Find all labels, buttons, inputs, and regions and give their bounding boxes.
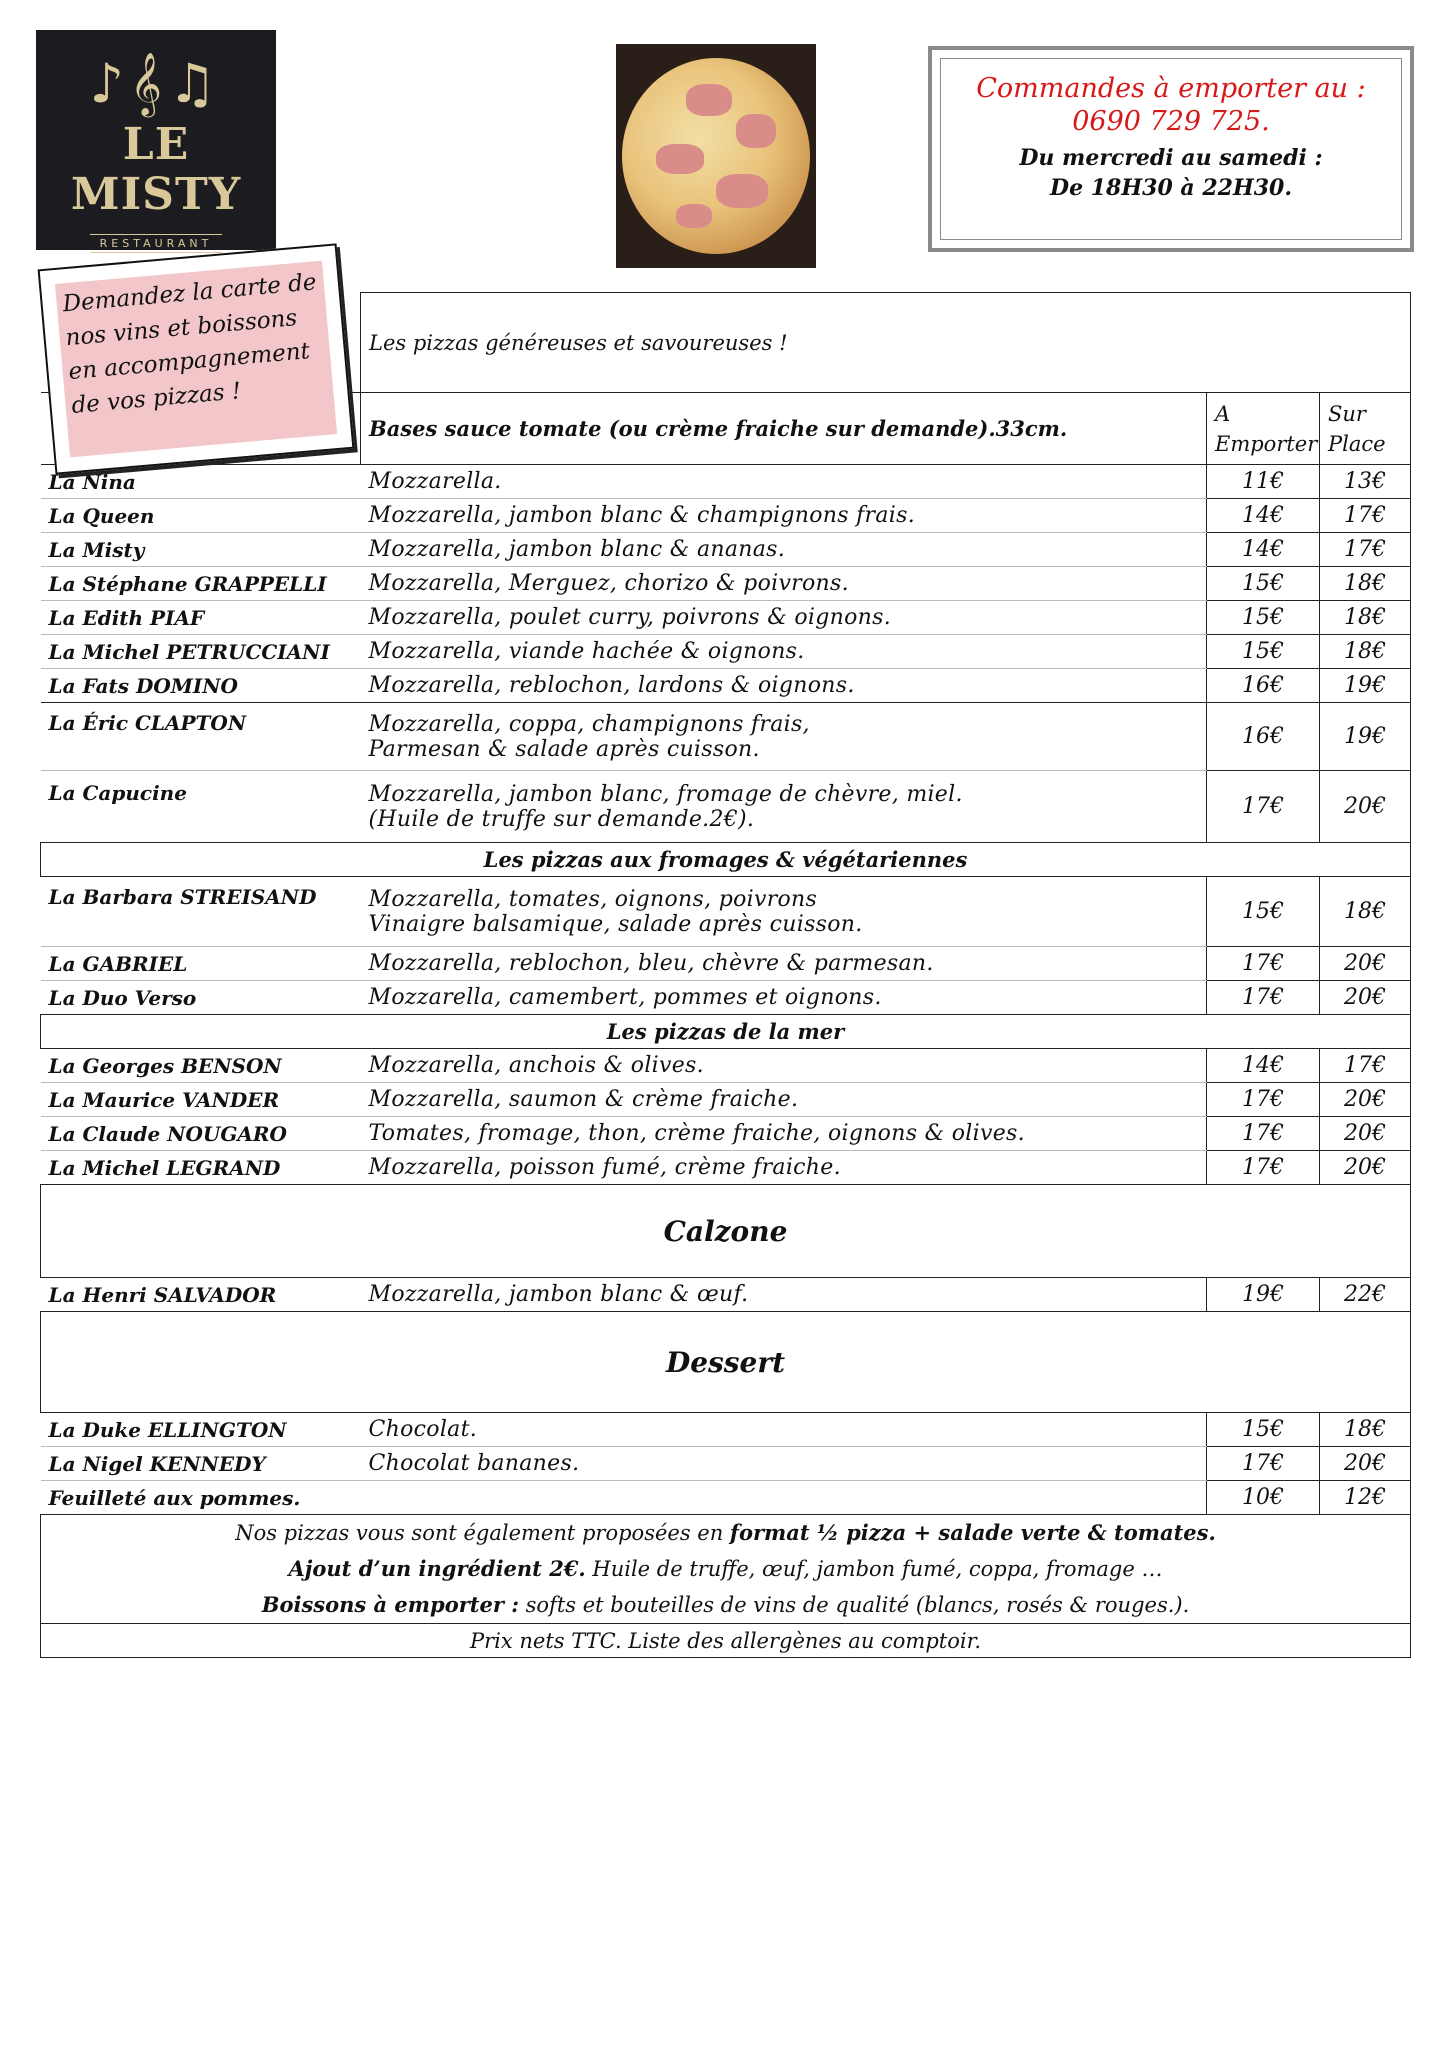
price-place: 18€ (1320, 601, 1411, 635)
price-emporter: 15€ (1207, 877, 1320, 947)
menu-item-desc: Mozzarella, anchois & olives. (361, 1049, 1207, 1083)
menu-item-desc: Mozzarella, jambon blanc & ananas. (361, 533, 1207, 567)
menu-item-name: La Duo Verso (41, 981, 361, 1015)
price-emporter: 17€ (1207, 981, 1320, 1015)
col-sur-place: Sur Place (1320, 393, 1411, 465)
price-emporter: 15€ (1207, 635, 1320, 669)
menu-item-desc: Mozzarella, jambon blanc & œuf. (361, 1278, 1207, 1312)
menu-item-desc: Mozzarella, saumon & crème fraiche. (361, 1083, 1207, 1117)
price-emporter: 11€ (1207, 465, 1320, 499)
price-place: 20€ (1320, 1117, 1411, 1151)
menu-row (41, 567, 1411, 601)
menu-row (41, 1447, 1411, 1481)
price-place: 17€ (1320, 533, 1411, 567)
pizza-menu-table (40, 292, 1411, 1658)
menu-item-desc: Tomates, fromage, thon, crème fraiche, oignons & olives. (361, 1117, 1207, 1151)
price-emporter: 17€ (1207, 1117, 1320, 1151)
menu-row (41, 1049, 1411, 1083)
menu-item-desc (361, 1481, 1207, 1515)
price-place: 22€ (1320, 1278, 1411, 1312)
restaurant-logo (36, 30, 276, 250)
menu-item-desc: Mozzarella. (361, 465, 1207, 499)
price-emporter: 15€ (1207, 567, 1320, 601)
price-place: 20€ (1320, 947, 1411, 981)
menu-item-name: La Michel LEGRAND (41, 1151, 361, 1185)
section-mer: Les pizzas de la mer (41, 1015, 1411, 1049)
price-place: 20€ (1320, 1083, 1411, 1117)
menu-row (41, 465, 1411, 499)
menu-row (41, 1278, 1411, 1312)
price-emporter: 17€ (1207, 1083, 1320, 1117)
menu-item-name: La Nigel KENNEDY (41, 1447, 361, 1481)
price-emporter: 15€ (1207, 601, 1320, 635)
price-place: 20€ (1320, 1447, 1411, 1481)
menu-row (41, 1481, 1411, 1515)
price-place: 19€ (1320, 669, 1411, 703)
price-emporter: 14€ (1207, 499, 1320, 533)
menu-row (41, 499, 1411, 533)
menu-row (41, 635, 1411, 669)
menu-item-desc: Mozzarella, jambon blanc & champignons frais. (361, 499, 1207, 533)
menu-item-desc: Mozzarella, Merguez, chorizo & poivrons. (361, 567, 1207, 601)
menu-item-name: La Stéphane GRAPPELLI (41, 567, 361, 601)
menu-item-name: La Claude NOUGARO (41, 1117, 361, 1151)
menu-item-desc: Mozzarella, camembert, pommes et oignons. (361, 981, 1207, 1015)
section-calzone: Calzone (41, 1185, 1411, 1278)
menu-item-name: La Georges BENSON (41, 1049, 361, 1083)
price-place: 20€ (1320, 981, 1411, 1015)
order-line-1: Commandes à emporter au : (976, 73, 1366, 104)
price-note: Prix nets TTC. Liste des allergènes au comptoir. (41, 1624, 1411, 1658)
wine-card-note (38, 243, 355, 474)
price-emporter: 19€ (1207, 1278, 1320, 1312)
menu-item-desc: Mozzarella, jambon blanc, fromage de chèvre, miel. (Huile de truffe sur demande.2€). (361, 771, 1207, 843)
price-place: 18€ (1320, 877, 1411, 947)
menu-item-name: La Maurice VANDER (41, 1083, 361, 1117)
opening-days: Du mercredi au samedi : (1019, 145, 1323, 171)
menu-item-desc: Mozzarella, viande hachée & oignons. (361, 635, 1207, 669)
menu-item-desc: Mozzarella, coppa, champignons frais, Parmesan & salade après cuisson. (361, 703, 1207, 771)
menu-item-desc: Mozzarella, poulet curry, poivrons & oignons. (361, 601, 1207, 635)
price-emporter: 16€ (1207, 669, 1320, 703)
menu-row (41, 1117, 1411, 1151)
menu-item-name: La Éric CLAPTON (41, 703, 361, 771)
base-info: Bases sauce tomate (ou crème fraiche sur demande).33cm. (361, 393, 1207, 465)
menu-item-name: La Duke ELLINGTON (41, 1413, 361, 1447)
wine-card-text: Demandez la carte de nos vins et boissons en accompagnement de vos pizzas ! (55, 261, 337, 458)
price-emporter: 10€ (1207, 1481, 1320, 1515)
menu-item-desc: Chocolat. (361, 1413, 1207, 1447)
price-emporter: 17€ (1207, 1151, 1320, 1185)
menu-item-name: Feuilleté aux pommes. (41, 1481, 361, 1515)
price-emporter: 17€ (1207, 947, 1320, 981)
menu-row (41, 601, 1411, 635)
menu-item-desc: Chocolat bananes. (361, 1447, 1207, 1481)
phone-number: 0690 729 725. (1072, 106, 1270, 137)
price-emporter: 16€ (1207, 703, 1320, 771)
menu-item-name: La Misty (41, 533, 361, 567)
price-place: 12€ (1320, 1481, 1411, 1515)
section-fromages: Les pizzas aux fromages & végétariennes (41, 843, 1411, 877)
price-place: 17€ (1320, 499, 1411, 533)
price-place: 18€ (1320, 1413, 1411, 1447)
price-emporter: 15€ (1207, 1413, 1320, 1447)
menu-row (41, 1083, 1411, 1117)
menu-item-name: La Capucine (41, 771, 361, 843)
menu-item-name: La Henri SALVADOR (41, 1278, 361, 1312)
menu-item-desc: Mozzarella, reblochon, lardons & oignons. (361, 669, 1207, 703)
music-notes-icon: ♪𝄞♫ (89, 52, 223, 115)
opening-hours: De 18H30 à 22H30. (1050, 175, 1292, 201)
menu-item-name: La Michel PETRUCCIANI (41, 635, 361, 669)
price-emporter: 17€ (1207, 771, 1320, 843)
menu-item-desc: Mozzarella, reblochon, bleu, chèvre & parmesan. (361, 947, 1207, 981)
menu-row (41, 947, 1411, 981)
menu-item-desc: Mozzarella, tomates, oignons, poivrons Vinaigre balsamique, salade après cuisson. (361, 877, 1207, 947)
price-place: 13€ (1320, 465, 1411, 499)
menu-item-name: La Nina (41, 465, 361, 499)
logo-name: LE MISTY (70, 119, 242, 220)
footer-info: Nos pizzas vous sont également proposées en format ½ pizza + salade verte & tomates. Ajout d’un ingrédient 2€. Huile de truffe, œuf, jambon fumé, coppa, fromage … Boissons à emporter : softs et bouteilles de vins de qualité (blancs, rosés & rouges.). (41, 1515, 1411, 1624)
price-place: 20€ (1320, 771, 1411, 843)
price-place: 18€ (1320, 567, 1411, 601)
menu-item-name: La Fats DOMINO (41, 669, 361, 703)
menu-item-name: La GABRIEL (41, 947, 361, 981)
menu-row (41, 1413, 1411, 1447)
logo-subtitle: RESTAURANT (90, 234, 223, 253)
price-place: 17€ (1320, 1049, 1411, 1083)
pizza-photo (616, 44, 816, 268)
price-emporter: 14€ (1207, 533, 1320, 567)
menu-row (41, 669, 1411, 703)
price-emporter: 14€ (1207, 1049, 1320, 1083)
menu-item-name: La Queen (41, 499, 361, 533)
menu-item-name: La Edith PIAF (41, 601, 361, 635)
menu-item-name: La Barbara STREISAND (41, 877, 361, 947)
section-dessert: Dessert (41, 1312, 1411, 1413)
menu-row (41, 1151, 1411, 1185)
price-place: 19€ (1320, 703, 1411, 771)
col-emporter: A Emporter (1207, 393, 1320, 465)
page-title: Les pizzas généreuses et savoureuses ! (361, 293, 1411, 393)
price-place: 20€ (1320, 1151, 1411, 1185)
menu-row (41, 533, 1411, 567)
menu-item-desc: Mozzarella, poisson fumé, crème fraiche. (361, 1151, 1207, 1185)
price-emporter: 17€ (1207, 1447, 1320, 1481)
takeaway-info-box (928, 46, 1414, 252)
menu-row (41, 981, 1411, 1015)
price-place: 18€ (1320, 635, 1411, 669)
